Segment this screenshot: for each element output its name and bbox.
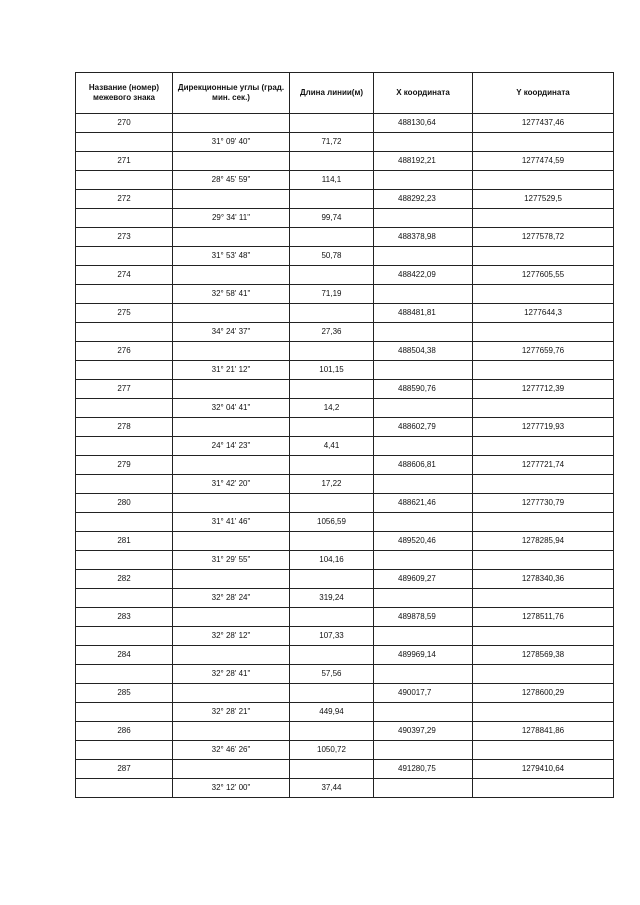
x-coordinate: 490397,29 — [374, 722, 473, 741]
bearing-angle: 32° 28' 21" — [173, 703, 290, 722]
empty-cell — [473, 475, 614, 494]
segment-row — [76, 551, 614, 570]
line-length: 114,1 — [290, 171, 374, 190]
point-row — [76, 342, 614, 361]
y-coordinate: 1277712,39 — [473, 380, 614, 399]
empty-cell — [76, 703, 173, 722]
survey-sheet — [75, 72, 613, 798]
header-line-length: Длина линии(м) — [290, 73, 374, 114]
bearing-angle: 29° 34' 11" — [173, 209, 290, 228]
boundary-mark-name: 278 — [76, 418, 173, 437]
line-length: 319,24 — [290, 589, 374, 608]
bearing-angle: 32° 12' 00" — [173, 779, 290, 798]
x-coordinate: 488602,79 — [374, 418, 473, 437]
empty-cell — [76, 741, 173, 760]
line-length: 449,94 — [290, 703, 374, 722]
y-coordinate: 1277578,72 — [473, 228, 614, 247]
empty-cell — [473, 399, 614, 418]
line-length: 1056,59 — [290, 513, 374, 532]
y-coordinate: 1277474,59 — [473, 152, 614, 171]
empty-cell — [290, 608, 374, 627]
point-row — [76, 152, 614, 171]
bearing-angle: 32° 58' 41" — [173, 285, 290, 304]
boundary-mark-name: 277 — [76, 380, 173, 399]
empty-cell — [473, 171, 614, 190]
point-row — [76, 456, 614, 475]
point-row — [76, 304, 614, 323]
line-length: 1050,72 — [290, 741, 374, 760]
empty-cell — [473, 285, 614, 304]
y-coordinate: 1278340,36 — [473, 570, 614, 589]
segment-row — [76, 779, 614, 798]
x-coordinate: 489969,14 — [374, 646, 473, 665]
point-row — [76, 646, 614, 665]
empty-cell — [173, 228, 290, 247]
empty-cell — [473, 741, 614, 760]
empty-cell — [374, 551, 473, 570]
empty-cell — [290, 152, 374, 171]
empty-cell — [290, 228, 374, 247]
bearing-angle: 31° 09' 40" — [173, 133, 290, 152]
y-coordinate: 1277730,79 — [473, 494, 614, 513]
bearing-angle: 31° 53' 48" — [173, 247, 290, 266]
empty-cell — [76, 399, 173, 418]
point-row — [76, 570, 614, 589]
line-length: 57,56 — [290, 665, 374, 684]
segment-row — [76, 323, 614, 342]
x-coordinate: 489609,27 — [374, 570, 473, 589]
empty-cell — [290, 494, 374, 513]
bearing-angle: 32° 28' 24" — [173, 589, 290, 608]
empty-cell — [173, 114, 290, 133]
y-coordinate: 1278511,76 — [473, 608, 614, 627]
empty-cell — [473, 703, 614, 722]
point-row — [76, 114, 614, 133]
empty-cell — [374, 475, 473, 494]
x-coordinate: 490017,7 — [374, 684, 473, 703]
boundary-mark-name: 270 — [76, 114, 173, 133]
segment-row — [76, 133, 614, 152]
empty-cell — [374, 247, 473, 266]
y-coordinate: 1278600,29 — [473, 684, 614, 703]
empty-cell — [473, 589, 614, 608]
bearing-angle: 31° 29' 55" — [173, 551, 290, 570]
empty-cell — [173, 380, 290, 399]
boundary-coordinates-table — [75, 72, 614, 798]
empty-cell — [290, 570, 374, 589]
point-row — [76, 418, 614, 437]
point-row — [76, 380, 614, 399]
boundary-mark-name: 284 — [76, 646, 173, 665]
empty-cell — [76, 209, 173, 228]
x-coordinate: 488481,81 — [374, 304, 473, 323]
empty-cell — [173, 494, 290, 513]
y-coordinate: 1277721,74 — [473, 456, 614, 475]
boundary-mark-name: 275 — [76, 304, 173, 323]
boundary-mark-name: 286 — [76, 722, 173, 741]
x-coordinate: 488606,81 — [374, 456, 473, 475]
segment-row — [76, 513, 614, 532]
empty-cell — [173, 760, 290, 779]
segment-row — [76, 399, 614, 418]
line-length: 14,2 — [290, 399, 374, 418]
empty-cell — [374, 171, 473, 190]
empty-cell — [76, 589, 173, 608]
empty-cell — [173, 532, 290, 551]
y-coordinate: 1277437,46 — [473, 114, 614, 133]
line-length: 17,22 — [290, 475, 374, 494]
y-coordinate: 1277529,5 — [473, 190, 614, 209]
empty-cell — [374, 133, 473, 152]
empty-cell — [473, 361, 614, 380]
bearing-angle: 31° 41' 46" — [173, 513, 290, 532]
table-header-row — [76, 73, 614, 114]
boundary-mark-name: 272 — [76, 190, 173, 209]
y-coordinate: 1277659,76 — [473, 342, 614, 361]
empty-cell — [290, 380, 374, 399]
segment-row — [76, 741, 614, 760]
point-row — [76, 532, 614, 551]
empty-cell — [473, 133, 614, 152]
empty-cell — [76, 247, 173, 266]
empty-cell — [473, 323, 614, 342]
x-coordinate: 488192,21 — [374, 152, 473, 171]
boundary-mark-name: 280 — [76, 494, 173, 513]
segment-row — [76, 703, 614, 722]
empty-cell — [374, 703, 473, 722]
point-row — [76, 760, 614, 779]
empty-cell — [290, 532, 374, 551]
line-length: 27,36 — [290, 323, 374, 342]
empty-cell — [173, 152, 290, 171]
segment-row — [76, 209, 614, 228]
segment-row — [76, 627, 614, 646]
boundary-mark-name: 285 — [76, 684, 173, 703]
empty-cell — [173, 722, 290, 741]
boundary-mark-name: 287 — [76, 760, 173, 779]
empty-cell — [374, 437, 473, 456]
line-length: 104,16 — [290, 551, 374, 570]
empty-cell — [374, 665, 473, 684]
segment-row — [76, 475, 614, 494]
x-coordinate: 491280,75 — [374, 760, 473, 779]
empty-cell — [173, 608, 290, 627]
x-coordinate: 488590,76 — [374, 380, 473, 399]
line-length: 101,15 — [290, 361, 374, 380]
line-length: 37,44 — [290, 779, 374, 798]
empty-cell — [173, 342, 290, 361]
empty-cell — [374, 627, 473, 646]
bearing-angle: 31° 42' 20" — [173, 475, 290, 494]
segment-row — [76, 171, 614, 190]
y-coordinate: 1277644,3 — [473, 304, 614, 323]
empty-cell — [173, 684, 290, 703]
empty-cell — [374, 779, 473, 798]
empty-cell — [76, 285, 173, 304]
point-row — [76, 266, 614, 285]
table-body — [76, 114, 614, 798]
line-length: 99,74 — [290, 209, 374, 228]
empty-cell — [374, 285, 473, 304]
empty-cell — [76, 171, 173, 190]
bearing-angle: 24° 14' 23" — [173, 437, 290, 456]
empty-cell — [76, 361, 173, 380]
line-length: 50,78 — [290, 247, 374, 266]
x-coordinate: 488378,98 — [374, 228, 473, 247]
boundary-mark-name: 279 — [76, 456, 173, 475]
point-row — [76, 722, 614, 741]
bearing-angle: 31° 21' 12" — [173, 361, 290, 380]
segment-row — [76, 361, 614, 380]
segment-row — [76, 247, 614, 266]
point-row — [76, 228, 614, 247]
empty-cell — [374, 323, 473, 342]
point-row — [76, 608, 614, 627]
segment-row — [76, 589, 614, 608]
line-length: 71,19 — [290, 285, 374, 304]
empty-cell — [76, 665, 173, 684]
empty-cell — [76, 323, 173, 342]
empty-cell — [473, 209, 614, 228]
bearing-angle: 32° 46' 26" — [173, 741, 290, 760]
point-row — [76, 684, 614, 703]
segment-row — [76, 285, 614, 304]
empty-cell — [290, 456, 374, 475]
x-coordinate: 489878,59 — [374, 608, 473, 627]
empty-cell — [290, 304, 374, 323]
empty-cell — [290, 722, 374, 741]
empty-cell — [473, 779, 614, 798]
x-coordinate: 488504,38 — [374, 342, 473, 361]
empty-cell — [290, 114, 374, 133]
empty-cell — [76, 437, 173, 456]
bearing-angle: 34° 24' 37" — [173, 323, 290, 342]
empty-cell — [76, 513, 173, 532]
x-coordinate: 488292,23 — [374, 190, 473, 209]
boundary-mark-name: 274 — [76, 266, 173, 285]
y-coordinate: 1278841,86 — [473, 722, 614, 741]
boundary-mark-name: 271 — [76, 152, 173, 171]
empty-cell — [173, 190, 290, 209]
empty-cell — [173, 646, 290, 665]
empty-cell — [173, 304, 290, 323]
bearing-angle: 32° 28' 12" — [173, 627, 290, 646]
empty-cell — [76, 779, 173, 798]
header-y-coordinate: Y координата — [473, 73, 614, 114]
x-coordinate: 489520,46 — [374, 532, 473, 551]
empty-cell — [473, 437, 614, 456]
empty-cell — [374, 741, 473, 760]
empty-cell — [374, 399, 473, 418]
y-coordinate: 1278285,94 — [473, 532, 614, 551]
empty-cell — [290, 418, 374, 437]
empty-cell — [76, 551, 173, 570]
empty-cell — [290, 646, 374, 665]
empty-cell — [290, 342, 374, 361]
empty-cell — [473, 247, 614, 266]
empty-cell — [290, 190, 374, 209]
empty-cell — [173, 266, 290, 285]
boundary-mark-name: 283 — [76, 608, 173, 627]
y-coordinate: 1277605,55 — [473, 266, 614, 285]
empty-cell — [290, 266, 374, 285]
boundary-mark-name: 276 — [76, 342, 173, 361]
segment-row — [76, 437, 614, 456]
empty-cell — [473, 551, 614, 570]
y-coordinate: 1277719,93 — [473, 418, 614, 437]
empty-cell — [290, 684, 374, 703]
line-length: 4,41 — [290, 437, 374, 456]
empty-cell — [173, 418, 290, 437]
header-bearing-angle: Дирекционные углы (град. мин. сек.) — [173, 73, 290, 114]
bearing-angle: 28° 45' 59" — [173, 171, 290, 190]
line-length: 107,33 — [290, 627, 374, 646]
header-boundary-mark-name: Название (номер) межевого знака — [76, 73, 173, 114]
y-coordinate: 1278569,38 — [473, 646, 614, 665]
boundary-mark-name: 281 — [76, 532, 173, 551]
empty-cell — [173, 456, 290, 475]
empty-cell — [76, 133, 173, 152]
line-length: 71,72 — [290, 133, 374, 152]
empty-cell — [173, 570, 290, 589]
point-row — [76, 494, 614, 513]
bearing-angle: 32° 04' 41" — [173, 399, 290, 418]
empty-cell — [374, 513, 473, 532]
boundary-mark-name: 273 — [76, 228, 173, 247]
empty-cell — [76, 475, 173, 494]
empty-cell — [473, 627, 614, 646]
empty-cell — [76, 627, 173, 646]
boundary-mark-name: 282 — [76, 570, 173, 589]
empty-cell — [374, 361, 473, 380]
empty-cell — [473, 513, 614, 532]
x-coordinate: 488130,64 — [374, 114, 473, 133]
x-coordinate: 488422,09 — [374, 266, 473, 285]
segment-row — [76, 665, 614, 684]
empty-cell — [374, 209, 473, 228]
bearing-angle: 32° 28' 41" — [173, 665, 290, 684]
y-coordinate: 1279410,64 — [473, 760, 614, 779]
empty-cell — [473, 665, 614, 684]
header-x-coordinate: X координата — [374, 73, 473, 114]
point-row — [76, 190, 614, 209]
x-coordinate: 488621,46 — [374, 494, 473, 513]
empty-cell — [290, 760, 374, 779]
empty-cell — [374, 589, 473, 608]
